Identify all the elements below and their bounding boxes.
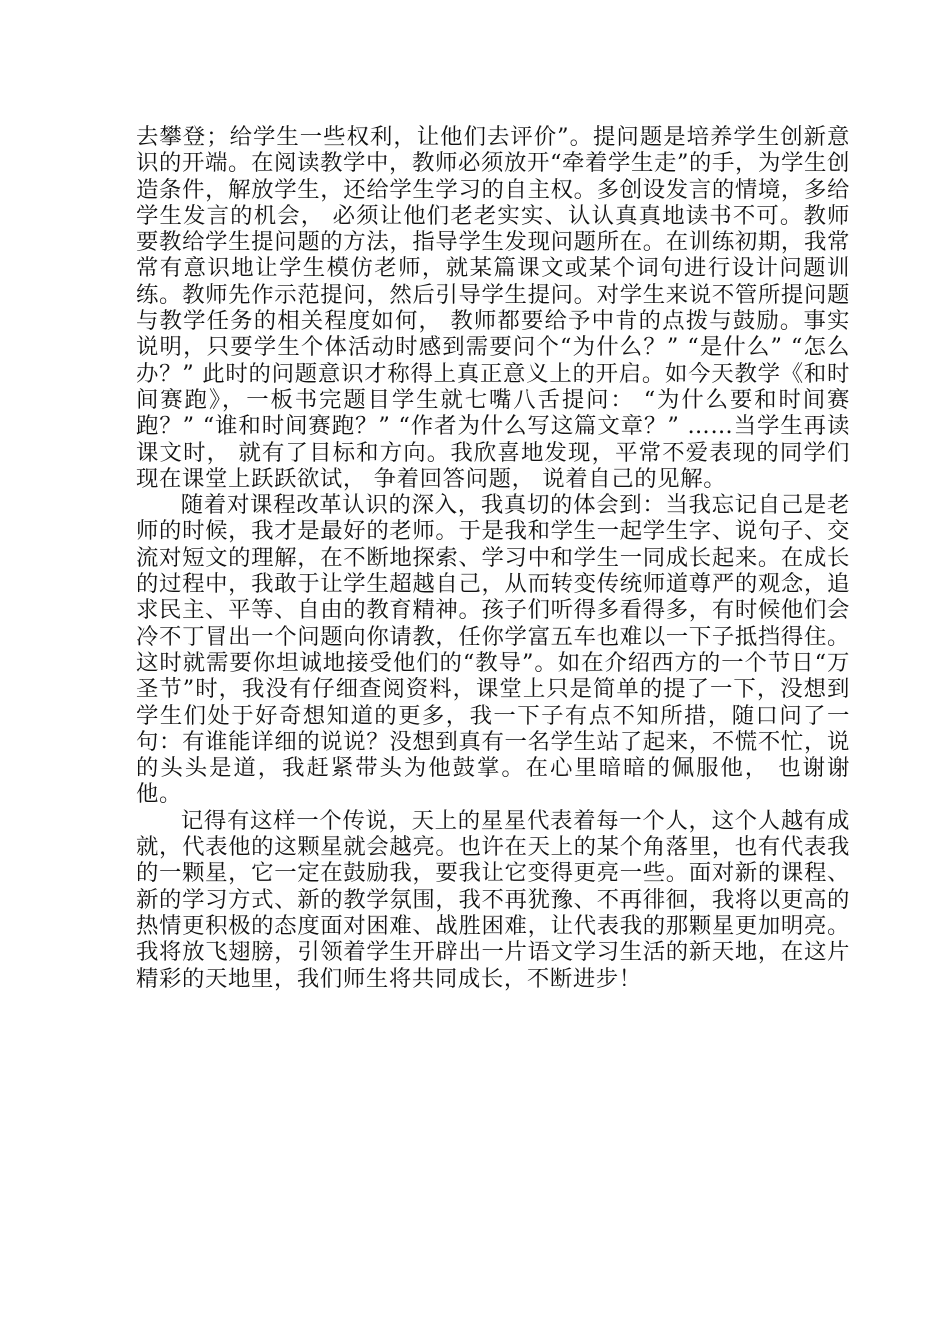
paragraph-3: 记得有这样一个传说，天上的星星代表着每一个人，这个人越有成就，代表他的这颗星就会越亮。也许在天上的某个角落里，也有代表我的一颗星，它一定在鼓励我，要我让它变得更亮一些。面对新的课程、新的学习方式、新的教学氛围，我不再犹豫、不再徘徊，我将以更高的热情更积极的态度面对困难、战胜困难，让代表我的那颗星更加明亮。我将放飞翅膀，引领着学生开辟出一片语文学习生活的新天地，在这片精彩的天地里，我们师生将共同成长，不断进步！ — [136, 807, 850, 992]
body-text — [136, 124, 850, 992]
paragraph-1: 去攀登；给学生一些权利，让他们去评价”。提问题是培养学生创新意识的开端。在阅读教学中，教师必须放开“牵着学生走”的手，为学生创造条件，解放学生，还给学生学习的自主权。多创设发言的情境，多给学生发言的机会， 必须让他们老老实实、认认真真地读书不可。教师要教给学生提问题的方法，指导学生发现问题所在。在训练初期，我常常有意识地让学生模仿老师，就某篇课文或某个词句进行设计问题训练。教师先作示范提问，然后引导学生提问。对学生来说不管所提问题与教学任务的相关程度如何， 教师都要给予中肯的点拨与鼓励。事实说明，只要学生个体活动时感到需要问个“为什么？” “是什么” “怎么办？” 此时的问题意识才称得上真正意义上的开启。如今天教学《和时间赛跑》，一板书完题目学生就七嘴八舌提问： “为什么要和时间赛跑？” “谁和时间赛跑？” “作者为什么写这篇文章？” ……当学生再读课文时， 就有了目标和方向。我欣喜地发现，平常不爱表现的同学们现在课堂上跃跃欲试， 争着回答问题， 说着自己的见解。 — [136, 124, 850, 492]
paragraph-2: 随着对课程改革认识的深入，我真切的体会到：当我忘记自己是老师的时候，我才是最好的老师。于是我和学生一起学生字、说句子、交流对短文的理解，在不断地探索、学习中和学生一同成长起来。在成长的过程中，我敢于让学生超越自己，从而转变传统师道尊严的观念，追求民主、平等、自由的教育精神。孩子们听得多看得多，有时候他们会冷不丁冒出一个问题向你请教，任你学富五车也难以一下子抵挡得住。这时就需要你坦诚地接受他们的“教导”。如在介绍西方的一个节日“万圣节”时，我没有仔细查阅资料，课堂上只是简单的提了一下，没想到学生们处于好奇想知道的更多，我一下子有点不知所措，随口问了一句：有谁能详细的说说？没想到真有一名学生站了起来，不慌不忙，说的头头是道，我赶紧带头为他鼓掌。在心里暗暗的佩服他， 也谢谢他。 — [136, 492, 850, 808]
